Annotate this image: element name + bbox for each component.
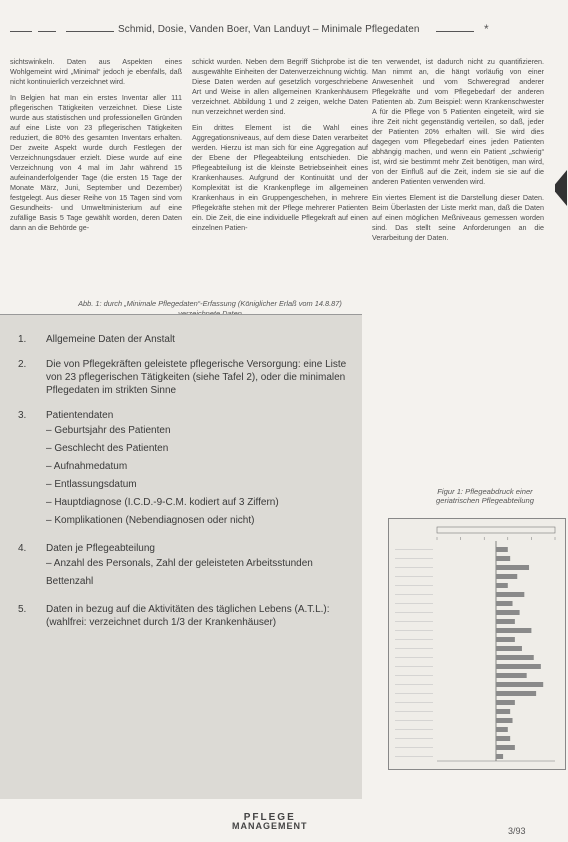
list-item-text: Patientendaten bbox=[46, 410, 114, 421]
sub-list-item: – Hauptdiagnose (I.C.D.-9-C.M. kodiert auf 3 Ziffern) bbox=[46, 497, 279, 508]
header-mark: * bbox=[484, 22, 489, 36]
list-item bbox=[18, 603, 348, 629]
journal-logo bbox=[232, 812, 308, 831]
chart-svg bbox=[389, 519, 565, 769]
chart-bar bbox=[496, 547, 508, 552]
header-rule-left-3 bbox=[66, 31, 114, 32]
chart-bar bbox=[496, 700, 515, 705]
chart-bar bbox=[496, 610, 520, 615]
list-item-text: Daten in bezug auf die Aktivitäten des täglichen Lebens (A.T.L.): (wahlfrei: verzeichnet durch 1/3 der Krankenhäuser) bbox=[46, 604, 330, 628]
chart-bar bbox=[496, 727, 508, 732]
chart-bar bbox=[496, 691, 536, 696]
chart-bar bbox=[496, 673, 527, 678]
chart-bar bbox=[496, 628, 531, 633]
sub-list-item: – Anzahl des Personals, Zahl der geleisteten Arbeitsstunden bbox=[46, 558, 313, 569]
data-list-box bbox=[0, 314, 362, 799]
chart-bar bbox=[496, 664, 541, 669]
figure1-caption: Abb. 1: durch „Minimale Pflegedaten“-Erfassung (Königlicher Erlaß vom 14.8.87) bbox=[78, 299, 342, 308]
chart-bar bbox=[496, 637, 515, 642]
sub-list bbox=[46, 555, 348, 591]
sub-list-item: – Geburtsjahr des Patienten bbox=[46, 425, 171, 436]
chart-bar bbox=[496, 574, 517, 579]
chapter-tab-marker bbox=[555, 170, 567, 206]
chart-bar bbox=[496, 709, 510, 714]
figure2-caption: Figur 1: Pflegeabdruck einer geriatrischen Pflegeabteilung bbox=[436, 487, 534, 505]
list-item bbox=[18, 358, 348, 397]
list-item-body bbox=[46, 358, 348, 397]
list-item-text: Allgemeine Daten der Anstalt bbox=[46, 334, 175, 345]
sub-list-item: – Geschlecht des Patienten bbox=[46, 443, 169, 454]
chart-bar bbox=[496, 565, 529, 570]
chart-bar bbox=[496, 646, 522, 651]
list-item-number: 2. bbox=[18, 359, 27, 370]
list-item bbox=[18, 409, 348, 530]
header-rule-left-1 bbox=[10, 31, 32, 32]
logo-top-text: PFLEGE bbox=[243, 812, 296, 823]
col1-paragraph-1: sichtswinkeln. Daten aus Aspekten eines Wohlgemeint wird „Minimal“ jedoch je ebenfalls, daß nicht kontinuierlich verzeichnet wird. bbox=[10, 57, 182, 86]
header-title: Schmid, Dosie, Vanden Boer, Van Landuyt – Minimale Pflegedaten bbox=[118, 24, 420, 35]
header-rule-right bbox=[436, 31, 474, 32]
sub-list-item: – Komplikationen (Nebendiagnosen oder nicht) bbox=[46, 515, 255, 526]
chart-bar bbox=[496, 682, 543, 687]
list-item-body bbox=[46, 603, 348, 629]
chart-bar bbox=[496, 655, 534, 660]
chart-bar bbox=[496, 718, 513, 723]
logo-bottom-text: MANAGEMENT bbox=[232, 821, 308, 831]
chart-header-band bbox=[437, 527, 555, 533]
col3-paragraph-2: Ein viertes Element ist die Darstellung dieser Daten. Beim Überlasten der Liste merkt man, daß die Daten auf einen möglichen Meßniveaus gemessen worden sind. Das stellt seine Anforderungen an die Verarbeitung der Daten. bbox=[372, 193, 544, 242]
text-column-1 bbox=[10, 57, 182, 295]
list-item-number: 4. bbox=[18, 543, 27, 554]
text-column-3 bbox=[372, 57, 544, 295]
chart-bar bbox=[496, 745, 515, 750]
care-profile-chart bbox=[388, 518, 566, 770]
list-item bbox=[18, 333, 348, 346]
list-item-body bbox=[46, 409, 348, 530]
chart-bar bbox=[496, 601, 513, 606]
chart-bar bbox=[496, 619, 515, 624]
data-list bbox=[18, 333, 348, 641]
list-item-text: Daten je Pflegeabteilung bbox=[46, 543, 155, 554]
list-item-text: Die von Pflegekräften geleistete pflegerische Versorgung: eine Liste von 23 pflegerischen Tätigkeiten (siehe Tafel 2), oder die minimalen Pflegedaten im strikten Sinne bbox=[46, 359, 347, 396]
page-header bbox=[0, 22, 568, 36]
chart-bar bbox=[496, 754, 503, 759]
chart-bar bbox=[496, 592, 524, 597]
chart-bar bbox=[496, 583, 508, 588]
page-number: 3/93 bbox=[508, 826, 526, 836]
list-item-number: 5. bbox=[18, 604, 27, 615]
list-item-number: 1. bbox=[18, 334, 27, 345]
chart-bar bbox=[496, 556, 510, 561]
list-item bbox=[18, 542, 348, 591]
chart-bar bbox=[496, 736, 510, 741]
col3-paragraph-1: ten verwendet, ist dadurch nicht zu quantifizieren. Man nimmt an, die hängt vorläufig von einer Anwesenheit und vom Schweregrad anderer Pflegekräfte und vom Pflegebedarf der anderen Patienten ab. Zum Beispiel: wenn Krankenschwester A für die Pflege von 5 Patienten eingeteilt, wird sie ihre Zeit nicht gegenständig verteilen, so daß, jeder der Patienten 20% erhalten will. Sie wird dies dagegen vom Pflegebedarf eines jeden Patienten abhängig machen, und wenn ein Patient „schwierig“ ist, wird sie bestimmt mehr Zeit benötigen, man wird, von der Einfluß auf die Zeit, indem sie sie auf die anderen Patienten verwenden wird. bbox=[372, 57, 544, 186]
list-item-body bbox=[46, 542, 348, 591]
col2-paragraph-1: schickt wurden. Neben dem Begriff Stichprobe ist die ausgewählte Einheiten der Datenverzeichnung wichtig. Diese Daten werden auf gesetzlich vorgeschriebene Art und Weise in allen allgemeinen Krankenhäusern verzeichnet. Abbildung 1 und 2 zeigen, welche Daten nun verzeichnet werden sind. bbox=[192, 57, 368, 116]
sub-list-item: – Aufnahmedatum bbox=[46, 461, 128, 472]
text-column-2 bbox=[192, 57, 368, 295]
list-item-body bbox=[46, 333, 348, 346]
col2-paragraph-2: Ein drittes Element ist die Wahl eines Aggregationsniveaus, auf dem diese Daten verarbeitet werden. Hierzu ist man sich für eine Aggregation auf der Ebene der Pflegeabteilung entschieden. Die Pflegeabteilung ist die kleinste Betriebseinheit eines Krankenhauses. Aufgrund der Kontinuität und der Komplexität ist die Krankenpflege im allgemeinen Krankenhaus in ein Gruppengeschehen, in mehrere Pflegekräfte stehen mit der Pflege mehrerer Patienten ein. Die Zeit, die eine individuelle Pflegekraft auf einen einzelnen Patien- bbox=[192, 123, 368, 232]
list-item-number: 3. bbox=[18, 410, 27, 421]
sub-list-item: Bettenzahl bbox=[46, 576, 94, 587]
header-rule-left-2 bbox=[38, 31, 56, 32]
col1-paragraph-2: In Belgien hat man ein erstes Inventar aller 111 pflegerischen Tätigkeiten verzeichnet. Diese Liste wurde aus statistischen und professionellen Gründen auf eine Liste von 23 pflegerischen Tätigkeiten reduziert, die 80% des gesamten Inventars erhalten. Der zweite Aspekt wurde durch Festlegen der Verzeichnungsdauer erzielt. Diese wurde auf eine Verzeichnung von 4 mal im Jahr während 15 aufeinanderfolgender Tage (die ersten 15 Tage der Monate März, Juni, September und Dezember) festgelegt. Aus dieser Reihe von 15 Tagen sind vom Gesundheits- und Umweltministerium auf eine zufällige Basis 5 Tage gewählt worden, deren Daten dann an die Behörde ge- bbox=[10, 93, 182, 232]
sub-list bbox=[46, 422, 348, 530]
sub-list-item: – Entlassungsdatum bbox=[46, 479, 137, 490]
